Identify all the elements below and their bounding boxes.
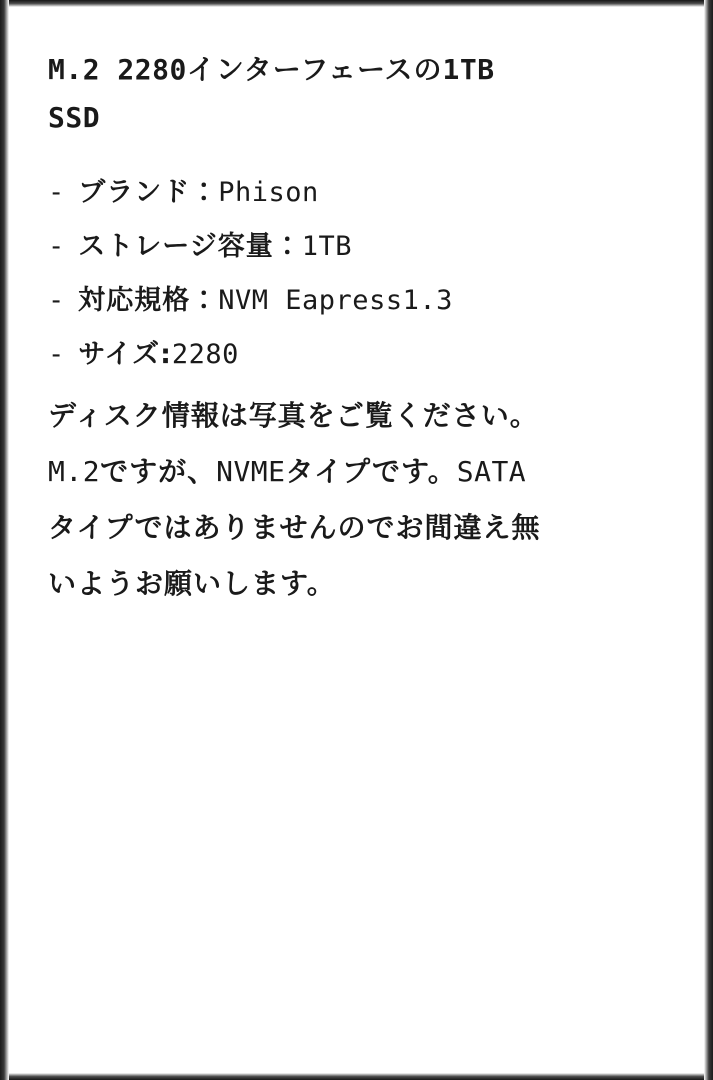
page-edge-left bbox=[0, 0, 9, 1080]
note-line-3: タイプではありませんのでお間違え無 bbox=[48, 511, 541, 544]
spec-label-capacity: ストレージ容量： bbox=[78, 231, 302, 262]
spec-list bbox=[48, 166, 662, 382]
note-block bbox=[48, 388, 648, 612]
note-nvme-label: NVME bbox=[216, 455, 286, 488]
page-edge-right bbox=[704, 0, 713, 1080]
bullet-dash: - bbox=[48, 339, 65, 370]
product-title bbox=[48, 46, 608, 142]
page-edge-top bbox=[0, 0, 713, 7]
title-spec-mono: M.2 2280 bbox=[48, 53, 187, 86]
spec-label-brand: ブランド： bbox=[78, 177, 219, 208]
spec-label-size: サイズ: bbox=[78, 339, 172, 370]
spec-value-standard: NVM Eapress1.3 bbox=[218, 285, 453, 316]
note-line-2 bbox=[48, 444, 648, 500]
page-edge-bottom bbox=[0, 1073, 713, 1080]
spec-item-size bbox=[48, 328, 662, 382]
spec-item-brand bbox=[48, 166, 662, 220]
spec-value-brand: Phison bbox=[218, 177, 319, 208]
spec-item-standard bbox=[48, 274, 662, 328]
title-capacity: 1TB bbox=[442, 53, 495, 86]
spec-item-capacity bbox=[48, 220, 662, 274]
note-m2-label: M.2 bbox=[48, 455, 101, 488]
title-product-type: SSD bbox=[48, 101, 101, 134]
title-interface-label: インターフェースの bbox=[186, 53, 443, 86]
note-line-1: ディスク情報は写真をご覧ください。 bbox=[48, 399, 539, 432]
document-content bbox=[48, 46, 662, 612]
note-sata-label: SATA bbox=[456, 455, 527, 488]
note-text-b: タイプです。 bbox=[285, 455, 457, 488]
bullet-dash: - bbox=[48, 231, 65, 262]
spec-value-capacity: 1TB bbox=[301, 231, 353, 262]
note-text-a: ですが、 bbox=[100, 455, 217, 488]
spec-value-size: 2280 bbox=[171, 339, 239, 370]
bullet-dash: - bbox=[48, 177, 65, 208]
bullet-dash: - bbox=[48, 285, 65, 316]
spec-label-standard: 対応規格： bbox=[78, 285, 219, 316]
note-line-4: いようお願いします。 bbox=[48, 567, 336, 600]
